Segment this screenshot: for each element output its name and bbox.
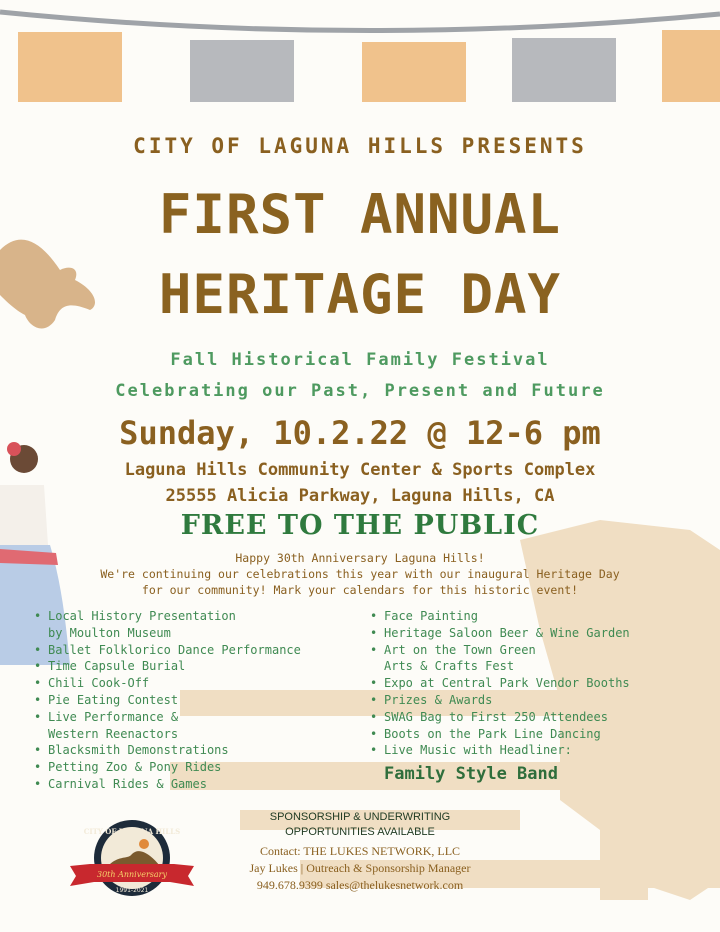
presenter-line: CITY OF LAGUNA HILLS PRESENTS xyxy=(133,134,587,158)
contact-phone-email: 949.678.9399 sales@thelukesnetwork.com xyxy=(256,878,464,892)
intro-line: for our community! Mark your calendars for this historic event! xyxy=(141,583,579,597)
sponsorship-line: OPPORTUNITIES AVAILABLE xyxy=(285,826,435,838)
bunting-flag xyxy=(18,32,122,102)
list-item: • Blacksmith Demonstrations xyxy=(34,742,374,759)
sponsorship-notice xyxy=(200,810,520,840)
headliner-name: Family Style Band xyxy=(384,764,558,784)
seal-ribbon-text: 30th Anniversary xyxy=(96,870,168,879)
list-item: • Live Music with Headliner: xyxy=(370,742,710,759)
list-item: • Pie Eating Contest xyxy=(34,692,374,709)
intro-line: We're continuing our celebrations this year with our inaugural Heritage Day xyxy=(100,567,620,581)
subtitle-line-2: Celebrating our Past, Present and Future xyxy=(115,381,605,401)
event-title-line-1: FIRST ANNUAL xyxy=(158,183,562,246)
activities-list-right xyxy=(370,608,710,759)
bunting-flag xyxy=(512,38,616,102)
list-item: • Local History Presentation by Moulton Museum xyxy=(34,608,374,642)
list-item: • Face Painting xyxy=(370,608,710,625)
list-item: • Petting Zoo & Pony Rides xyxy=(34,759,374,776)
event-venue: Laguna Hills Community Center & Sports Complex xyxy=(124,460,596,480)
admission-price: FREE TO THE PUBLIC xyxy=(180,510,540,541)
seal-years-text: 1991-2021 xyxy=(115,887,149,894)
activities-list-left xyxy=(34,608,374,793)
list-item: • Chili Cook-Off xyxy=(34,675,374,692)
seal-top-text: CITY OF LAGUNA HILLS xyxy=(83,827,181,836)
list-item: • Carnival Rides & Games xyxy=(34,776,374,793)
list-item: • Time Capsule Burial xyxy=(34,658,374,675)
list-item: • Prizes & Awards xyxy=(370,692,710,709)
sponsorship-line: SPONSORSHIP & UNDERWRITING xyxy=(269,811,451,823)
bunting-flag xyxy=(190,40,294,102)
intro-line: Happy 30th Anniversary Laguna Hills! xyxy=(235,551,485,565)
list-item: • SWAG Bag to First 250 Attendees xyxy=(370,709,710,726)
contact-block xyxy=(180,843,540,894)
list-item: • Boots on the Park Line Dancing xyxy=(370,726,710,743)
list-item: • Heritage Saloon Beer & Wine Garden xyxy=(370,625,710,642)
list-item: • Live Performance & Western Reenactors xyxy=(34,709,374,743)
list-item: • Expo at Central Park Vendor Booths xyxy=(370,675,710,692)
list-item: • Ballet Folklorico Dance Performance xyxy=(34,642,374,659)
event-address: 25555 Alicia Parkway, Laguna Hills, CA xyxy=(165,486,555,506)
intro-paragraph xyxy=(0,550,720,598)
contact-person: Jay Lukes | Outreach & Sponsorship Manager xyxy=(249,861,471,875)
event-title-line-2: HERITAGE DAY xyxy=(158,263,562,326)
event-date-time: Sunday, 10.2.22 @ 12-6 pm xyxy=(119,414,601,452)
city-seal-logo xyxy=(70,818,194,898)
list-item: • Art on the Town Green Arts & Crafts Fest xyxy=(370,642,710,676)
bunting-flag xyxy=(362,42,466,102)
subtitle-line-1: Fall Historical Family Festival xyxy=(170,350,550,370)
contact-org: Contact: THE LUKES NETWORK, LLC xyxy=(259,844,461,858)
bunting-flag xyxy=(662,30,720,102)
